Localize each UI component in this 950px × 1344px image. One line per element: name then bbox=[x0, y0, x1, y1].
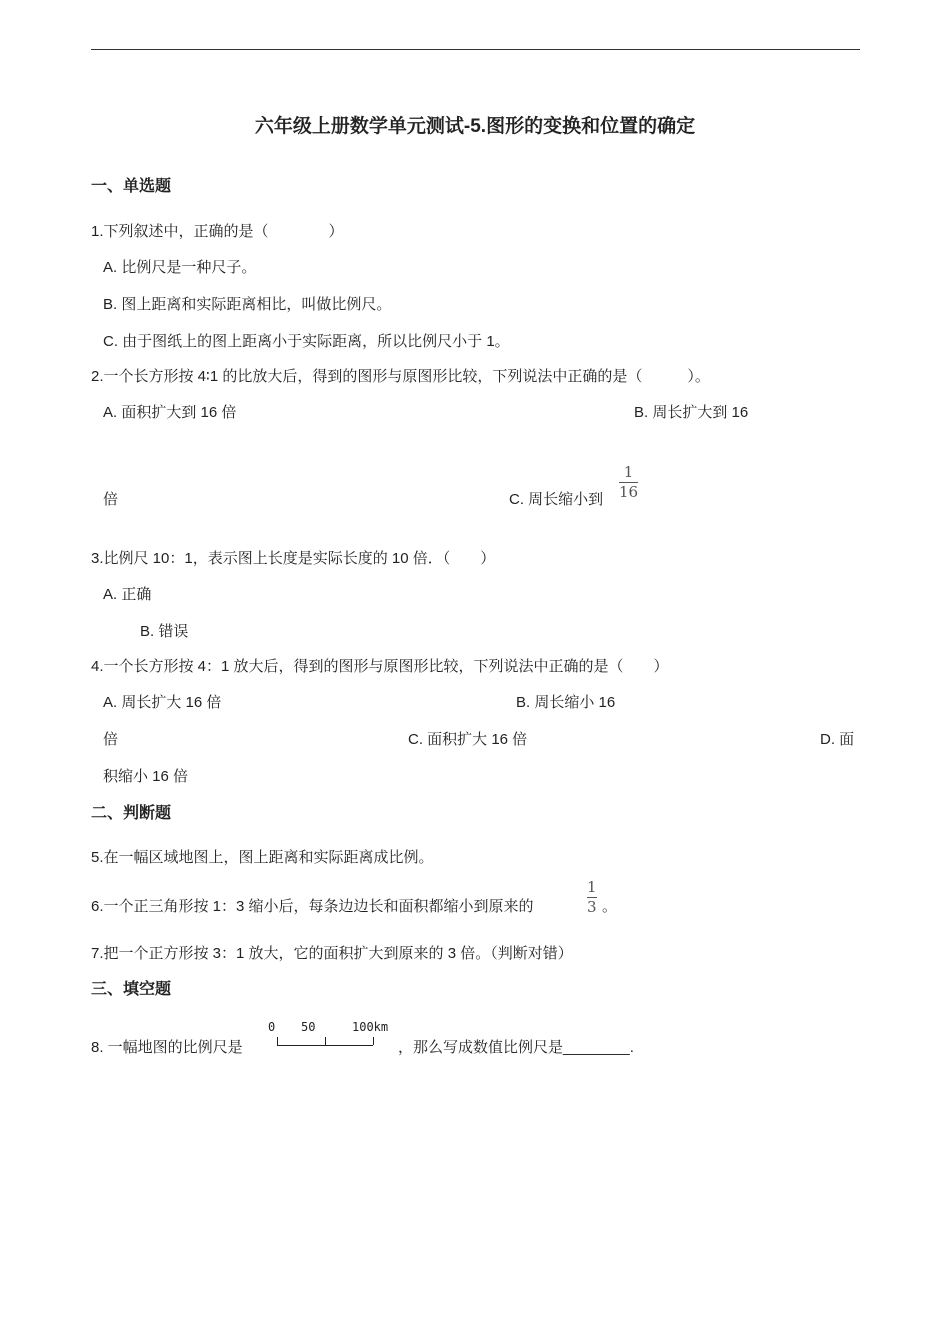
question-7-stem: 7.把一个正方形按 3：1 放大，它的面积扩大到原来的 3 倍。（判断对错） bbox=[91, 945, 573, 962]
question-2-stem: 2.一个长方形按 4∶1 的比放大后，得到的图形与原图形比较，下列说法中正确的是（ ）。 bbox=[91, 368, 710, 385]
fraction-denominator: 3 bbox=[587, 898, 597, 916]
question-3-option-a[interactable]: A. 正确 bbox=[103, 586, 152, 603]
question-2-option-c[interactable]: C. 周长缩小到 bbox=[509, 491, 604, 508]
scale-label-0: 0 bbox=[268, 1020, 276, 1034]
question-8-tail: ，那么写成数值比例尺是________. bbox=[398, 1039, 634, 1056]
scale-tick bbox=[277, 1037, 278, 1045]
question-4-option-d[interactable]: D. 面 bbox=[820, 731, 855, 748]
question-6-fraction bbox=[587, 879, 597, 915]
scale-baseline bbox=[277, 1045, 373, 1046]
question-4-stem: 4.一个长方形按 4：1 放大后，得到的图形与原图形比较，下列说法中正确的是（ ） bbox=[91, 658, 669, 675]
question-1-option-c[interactable]: C. 由于图纸上的图上距离小于实际距离，所以比例尺小于 1。 bbox=[103, 333, 510, 350]
question-1-option-a[interactable]: A. 比例尺是一种尺子。 bbox=[103, 259, 257, 276]
question-8-stem: 8. 一幅地图的比例尺是 bbox=[91, 1039, 243, 1056]
question-3-stem: 3.比例尺 10：1，表示图上长度是实际长度的 10 倍．（ ） bbox=[91, 550, 496, 567]
scale-tick bbox=[373, 1037, 374, 1045]
scale-label-50: 50 bbox=[301, 1020, 316, 1034]
question-5-stem: 5.在一幅区域地图上，图上距离和实际距离成比例。 bbox=[91, 849, 434, 866]
section-heading-single-choice: 一、单选题 bbox=[91, 178, 172, 195]
section-heading-true-false: 二、判断题 bbox=[91, 805, 172, 822]
fraction-denominator: 16 bbox=[619, 483, 639, 501]
question-3-option-b[interactable]: B. 错误 bbox=[140, 623, 189, 640]
page-title: 六年级上册数学单元测试-5.图形的变换和位置的确定 bbox=[254, 116, 696, 137]
header-rule bbox=[91, 49, 860, 50]
question-2-option-b-continued: 倍 bbox=[103, 491, 119, 508]
question-1-option-b[interactable]: B. 图上距离和实际距离相比，叫做比例尺。 bbox=[103, 296, 392, 313]
question-2-fraction bbox=[619, 464, 638, 500]
question-4-option-b-continued: 倍 bbox=[103, 731, 119, 748]
question-1-stem: 1.下列叙述中，正确的是（ ） bbox=[91, 223, 344, 240]
section-heading-fill-blank: 三、填空题 bbox=[91, 981, 172, 998]
fraction-numerator: 1 bbox=[623, 463, 634, 481]
question-6-tail: 。 bbox=[602, 898, 618, 915]
scale-label-100km: 100km bbox=[352, 1020, 389, 1034]
question-4-option-b[interactable]: B. 周长缩小 16 bbox=[516, 694, 616, 711]
question-4-option-a[interactable]: A. 周长扩大 16 倍 bbox=[103, 694, 222, 711]
fraction-numerator: 1 bbox=[587, 878, 597, 896]
question-4-option-c[interactable]: C. 面积扩大 16 倍 bbox=[408, 731, 528, 748]
line-scale-bar bbox=[265, 1020, 400, 1054]
question-2-option-b[interactable]: B. 周长扩大到 16 bbox=[634, 404, 749, 421]
question-2-option-a[interactable]: A. 面积扩大到 16 倍 bbox=[103, 404, 237, 421]
question-4-option-d-continued: 积缩小 16 倍 bbox=[103, 768, 189, 785]
scale-tick bbox=[325, 1037, 326, 1045]
question-6-stem: 6.一个正三角形按 1：3 缩小后，每条边边长和面积都缩小到原来的 bbox=[91, 898, 534, 915]
